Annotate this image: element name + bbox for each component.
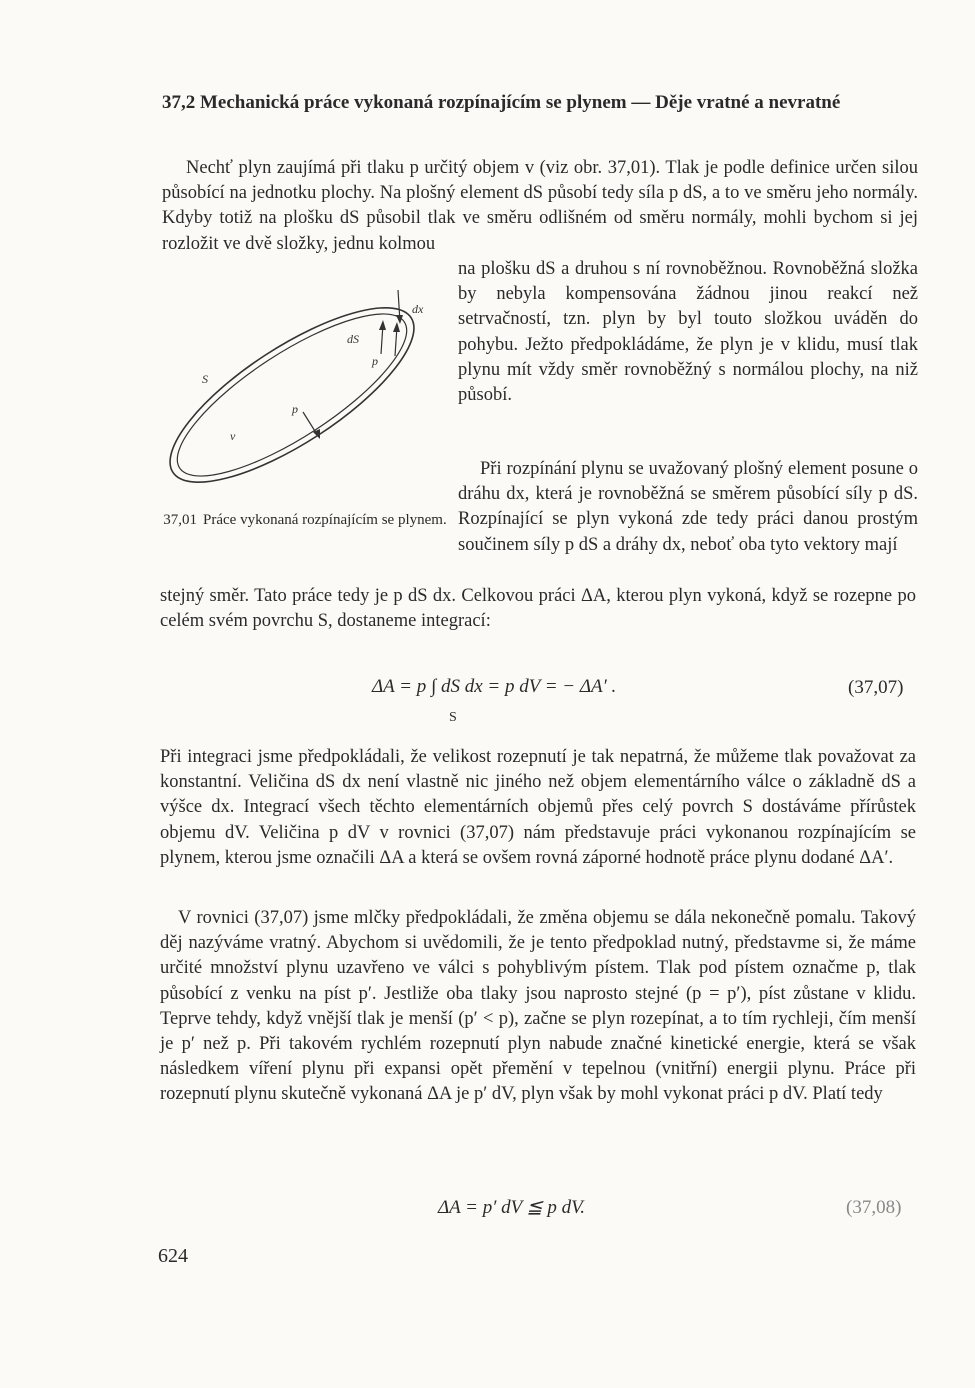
dS-arrowhead [379,320,386,330]
label-p-top: p [372,354,378,368]
page-number: 624 [158,1245,188,1267]
equation-37-07: ΔA = p ∫ dS dx = p dV = − ΔA′ . [372,676,617,697]
equation-integral-subscript: S [449,710,457,725]
label-dx: dx [412,302,424,316]
section-heading: 37,2 Mechanická práce vykonaná rozpínajícím se plynem — Děje vratné a nevratné [162,92,841,113]
paragraph-4: V rovnici (37,07) jsme mlčky předpokládali, že změna objemu se dála nekonečně pomalu. Takový děj nazýváme vratný. Abychom si uvědomili, že je tento předpoklad nutný, představme si, že máme určité množství plynu uzavřeno ve válci s pohyblivým pístem. Tlak pod pístem označme p, tlak působící z venku na píst p′. Jestliže oba tlaky jsou naprosto stejné (p = p′), píst zůstane v klidu. Teprve tehdy, když vnější tlak je menší (p′ < p), začne se plyn rozepínat, a to tím rychleji, čím menší je p′ než p. Při takovém rychlém rozepnutí plyn nabude značné kinetické energie, která se však následkem víření plynu při expansi opět přemění v tepelnou (vnitřní) energii plynu. Práce při rozepnutí plynu skutečně vykonaná ΔA je p′ dV, plyn však by mohl vykonat práci p dV. Platí tedy [160,908,916,1105]
inner-surface-ellipse [157,287,428,503]
paragraph-1-continued: na plošku dS a druhou s ní rovnoběžnou. Rovnoběžná složka by nebyla kompensována žádnou jinou reakcí než setrvačností, tzn. plyn by byl touto složkou uváděn do pohybu. Ježto předpokládáme, že plyn je v klidu, musí tlak plynu mít vždy směr rovnoběžný s normálou plochy, na niž působí. [458,259,918,406]
caption-number: 37,01 [163,512,198,528]
label-v: v [230,429,236,443]
figure-gas-expansion [150,280,450,505]
paragraph-2-narrow: Při rozpínání plynu se uvažovaný plošný element posune o dráhu dx, která je rovnoběžná se směrem působící síly p dS. Rozpínající se plyn vykoná zde tedy práci danou prostým součinem síly p dS a dráhy dx, neboť oba tyto vektory mají [458,459,918,555]
paragraph-3: Při integraci jsme předpokládali, že velikost rozepnutí je tak nepatrná, že můžeme tlak považovat za konstantní. Veličina dS dx není vlastně nic jiného než objem elementárního válce o základně dS a výšce dx. Integrací všech těchto elementárních objemů přes celý povrch S dostáváme přírůstek objemu dV. Veličina p dV v rovnici (37,07) nám představuje práci vykonanou rozpínajícím se plynem, kterou jsme označili ΔA a která se ovšem rovná záporné hodnotě práce plynu dodané ΔA′. [160,747,916,868]
label-S: S [202,372,208,386]
figure-caption [160,510,450,531]
equation-number-37-08: (37,08) [846,1197,902,1218]
equation-37-08: ΔA = p′ dV ≦ p dV. [438,1197,585,1218]
outer-surface-ellipse [150,280,437,505]
caption-text: Práce vykonaná rozpínajícím se plynem. [203,512,447,528]
label-p-inner: p [292,402,298,416]
equation-number-37-07: (37,07) [848,677,904,698]
paragraph-2-full: stejný směr. Tato práce tedy je p dS dx. Celkovou práci ΔA, kterou plyn vykoná, když se rozepne po celém svém povrchu S, dostaneme integrací: [160,586,916,632]
label-dS: dS [347,332,359,346]
p-top-arrowhead [393,322,400,332]
paragraph-1: Nechť plyn zaujímá při tlaku p určitý objem v (viz obr. 37,01). Tlak je podle definice určen silou působící na jednotku plochy. Na plošný element dS působí tedy síla p dS, a to ve směru jeho normály. Kdyby totiž na plošku dS působil tlak ve směru odlišném od směru normály, mohli bychom si jej rozložit ve dvě složky, jednu kolmou [162,158,918,254]
